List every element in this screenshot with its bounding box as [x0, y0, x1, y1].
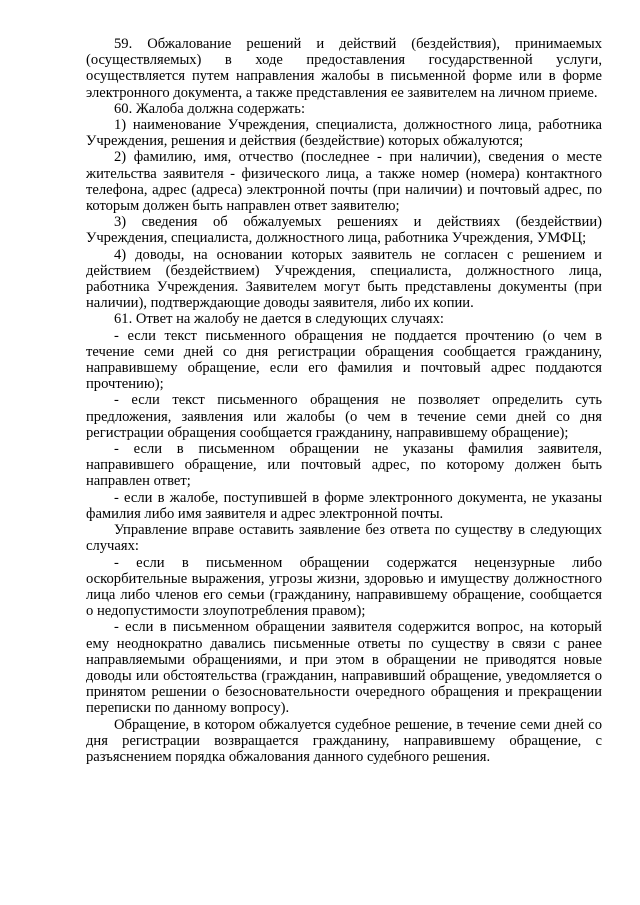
- list-item-1: 1) наименование Учреждения, специалиста, должностного лица, работника Учреждения, решения и действия (бездействие) которых обжалуются;: [86, 117, 602, 150]
- list-item-2: 2) фамилию, имя, отчество (последнее - при наличии), сведения о месте жительства заявителя - физического лица, а также номер (номера) контактного телефона, адрес (адреса) электронной почты (при наличии) и почтовый адрес, по которым должен быть направлен ответ заявителю;: [86, 149, 602, 215]
- paragraph-60-heading: 60. Жалоба должна содержать:: [114, 100, 305, 117]
- list-item-3: 3) сведения об обжалуемых решениях и действиях (бездействии) Учреждения, специалиста, должностного лица, работника Учреждения, УМФЦ;: [86, 214, 602, 247]
- case-unclear-essence: - если текст письменного обращения не позволяет определить суть предложения, заявления или жалобы (о чем в течение семи дней со дня регистрации обращения сообщается гражданину, направившему обращение);: [86, 392, 602, 441]
- case-repeated: - если в письменном обращении заявителя содержится вопрос, на который ему неоднократно давались письменные ответы по существу в связи с ранее направляемыми обращениями, и при этом в обращении не приводятся новые доводы или обстоятельства (гражданин, направивший обращение, уведомляется о принятом решении о безосновательности очередного обращения и прекращении переписки по данному вопросу).: [86, 619, 602, 717]
- paragraph-59: 59. Обжалование решений и действий (бездействия), принимаемых (осуществляемых) в ходе предоставления государственной услуги, осуществляется путем направления жалобы в письменной форме или в форме электронного документа, а также представления ее заявителем на личном приеме.: [86, 36, 602, 101]
- case-electronic-no-name: - если в жалобе, поступившей в форме электронного документа, не указаны фамилия либо имя заявителя и адрес электронной почты.: [86, 489, 602, 522]
- case-obscene: - если в письменном обращении содержатся нецензурные либо оскорбительные выражения, угрозы жизни, здоровью и имуществу должностного лица либо членов его семьи (гражданину, направившему обращение, сообщается о недопустимости злоупотребления правом);: [86, 554, 602, 620]
- document-page: [86, 36, 602, 765]
- paragraph-court-decision: Обращение, в котором обжалуется судебное решение, в течение семи дней со дня регистрации возвращается гражданину, направившему обращение, с разъяснением порядка обжалования данного судебного решения.: [86, 716, 602, 765]
- list-item-4: 4) доводы, на основании которых заявитель не согласен с решением и действием (бездействием) Учреждения, специалиста, должностного лица, работника Учреждения. Заявителем могут быть представлены документы (при наличии), подтверждающие доводы заявителя, либо их копии.: [86, 246, 602, 312]
- case-no-name-address: - если в письменном обращении не указаны фамилия заявителя, направившего обращение, или почтовый адрес, по которому должен быть направлен ответ;: [86, 441, 602, 490]
- case-unreadable: - если текст письменного обращения не поддается прочтению (о чем в течение семи дней со дня регистрации обращения сообщается гражданину, направившему обращение, если его фамилия и почтовый адрес поддаются прочтению);: [86, 327, 602, 393]
- paragraph-management-right: Управление вправе оставить заявление без ответа по существу в следующих случаях:: [86, 522, 602, 555]
- paragraph-61-heading: 61. Ответ на жалобу не дается в следующих случаях:: [114, 311, 444, 328]
